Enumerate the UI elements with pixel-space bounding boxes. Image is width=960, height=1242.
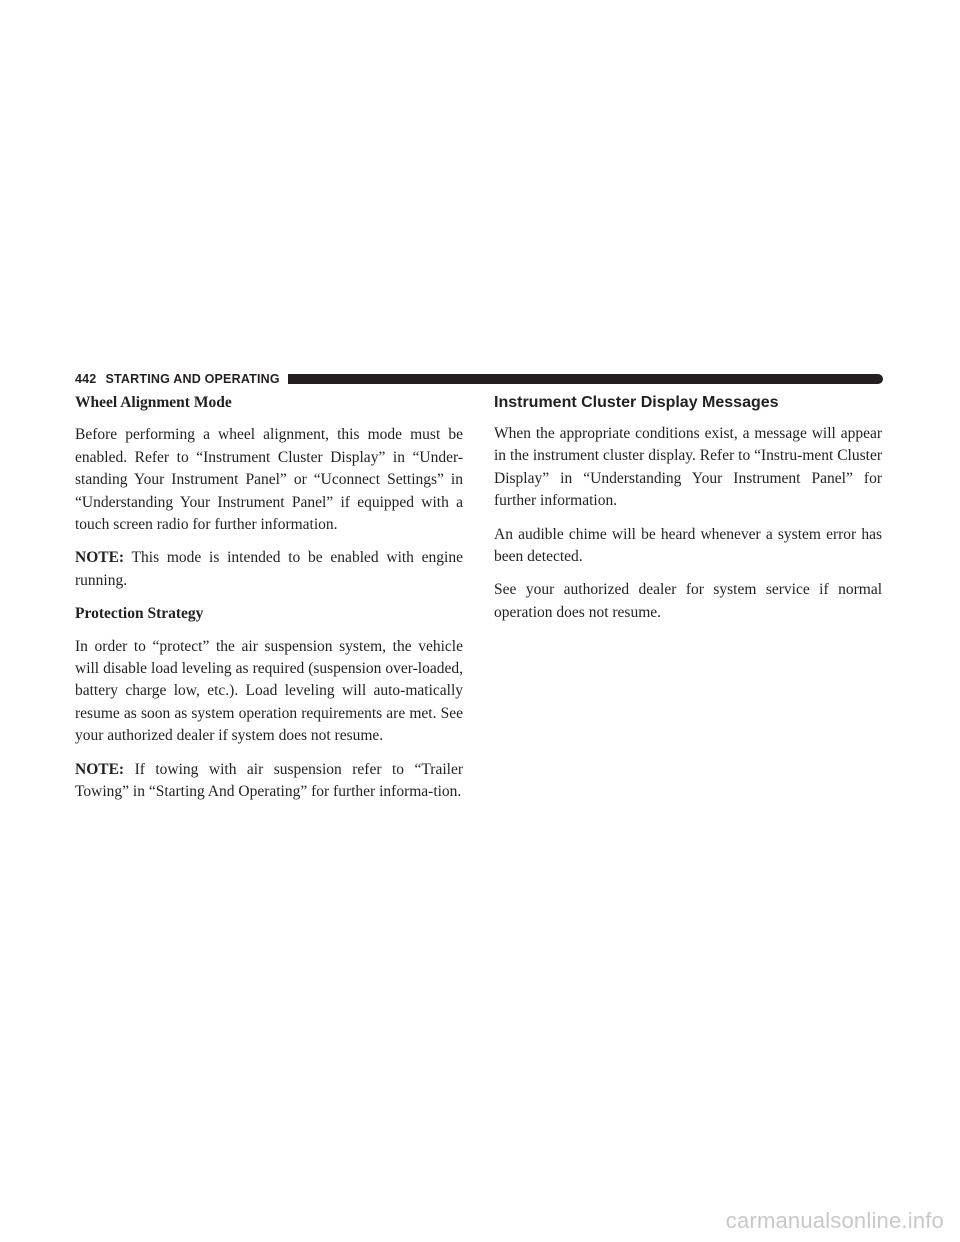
cluster-messages-heading: Instrument Cluster Display Messages — [494, 394, 779, 411]
note-label: NOTE: — [75, 549, 125, 567]
page-number: 442 — [75, 372, 97, 386]
note-text: This mode is intended to be enabled with engine running. — [75, 549, 463, 589]
section-title: STARTING AND OPERATING — [105, 372, 280, 386]
cluster-messages-paragraph-2: An audible chime will be heard whenever a system error has been detected. — [494, 525, 882, 566]
cluster-messages-paragraph-3: See your authorized dealer for system service if normal operation does not resume. — [494, 581, 882, 621]
note-text: If towing with air suspension refer to “Trailer Towing” in “Starting And Operating” for further informa-tion. — [75, 760, 463, 801]
watermark-link[interactable]: carmanualsonline.info — [725, 1208, 944, 1233]
protection-strategy-note — [75, 759, 463, 804]
cluster-messages-paragraph-1: When the appropriate conditions exist, a message will appear in the instrument cluster display. Refer to “Instru-ment Cluster Display” in “Understanding Your Instrument Panel” for further information. — [494, 425, 882, 510]
wheel-alignment-note — [75, 547, 463, 592]
wheel-alignment-heading: Wheel Alignment Mode — [75, 394, 232, 411]
protection-strategy-paragraph: In order to “protect” the air suspension system, the vehicle will disable load leveling as required (suspension over-loaded, battery charge low, etc.). Load leveling will auto-matically resume as soon as system operation requirements are met. See your authorized dealer if system does not resume. — [75, 637, 463, 745]
right-column — [494, 392, 882, 635]
wheel-alignment-paragraph: Before performing a wheel alignment, this mode must be enabled. Refer to “Instrument Cluster Display” in “Under-standing Your Instrument Panel” or “Uconnect Settings” in “Understanding Your Instrument Panel” if equipped with a touch screen radio for further information. — [75, 426, 463, 534]
left-column — [75, 392, 463, 815]
page-header — [75, 372, 883, 386]
note-label: NOTE: — [75, 760, 125, 778]
protection-strategy-heading: Protection Strategy — [75, 605, 204, 623]
header-rule — [288, 374, 883, 384]
